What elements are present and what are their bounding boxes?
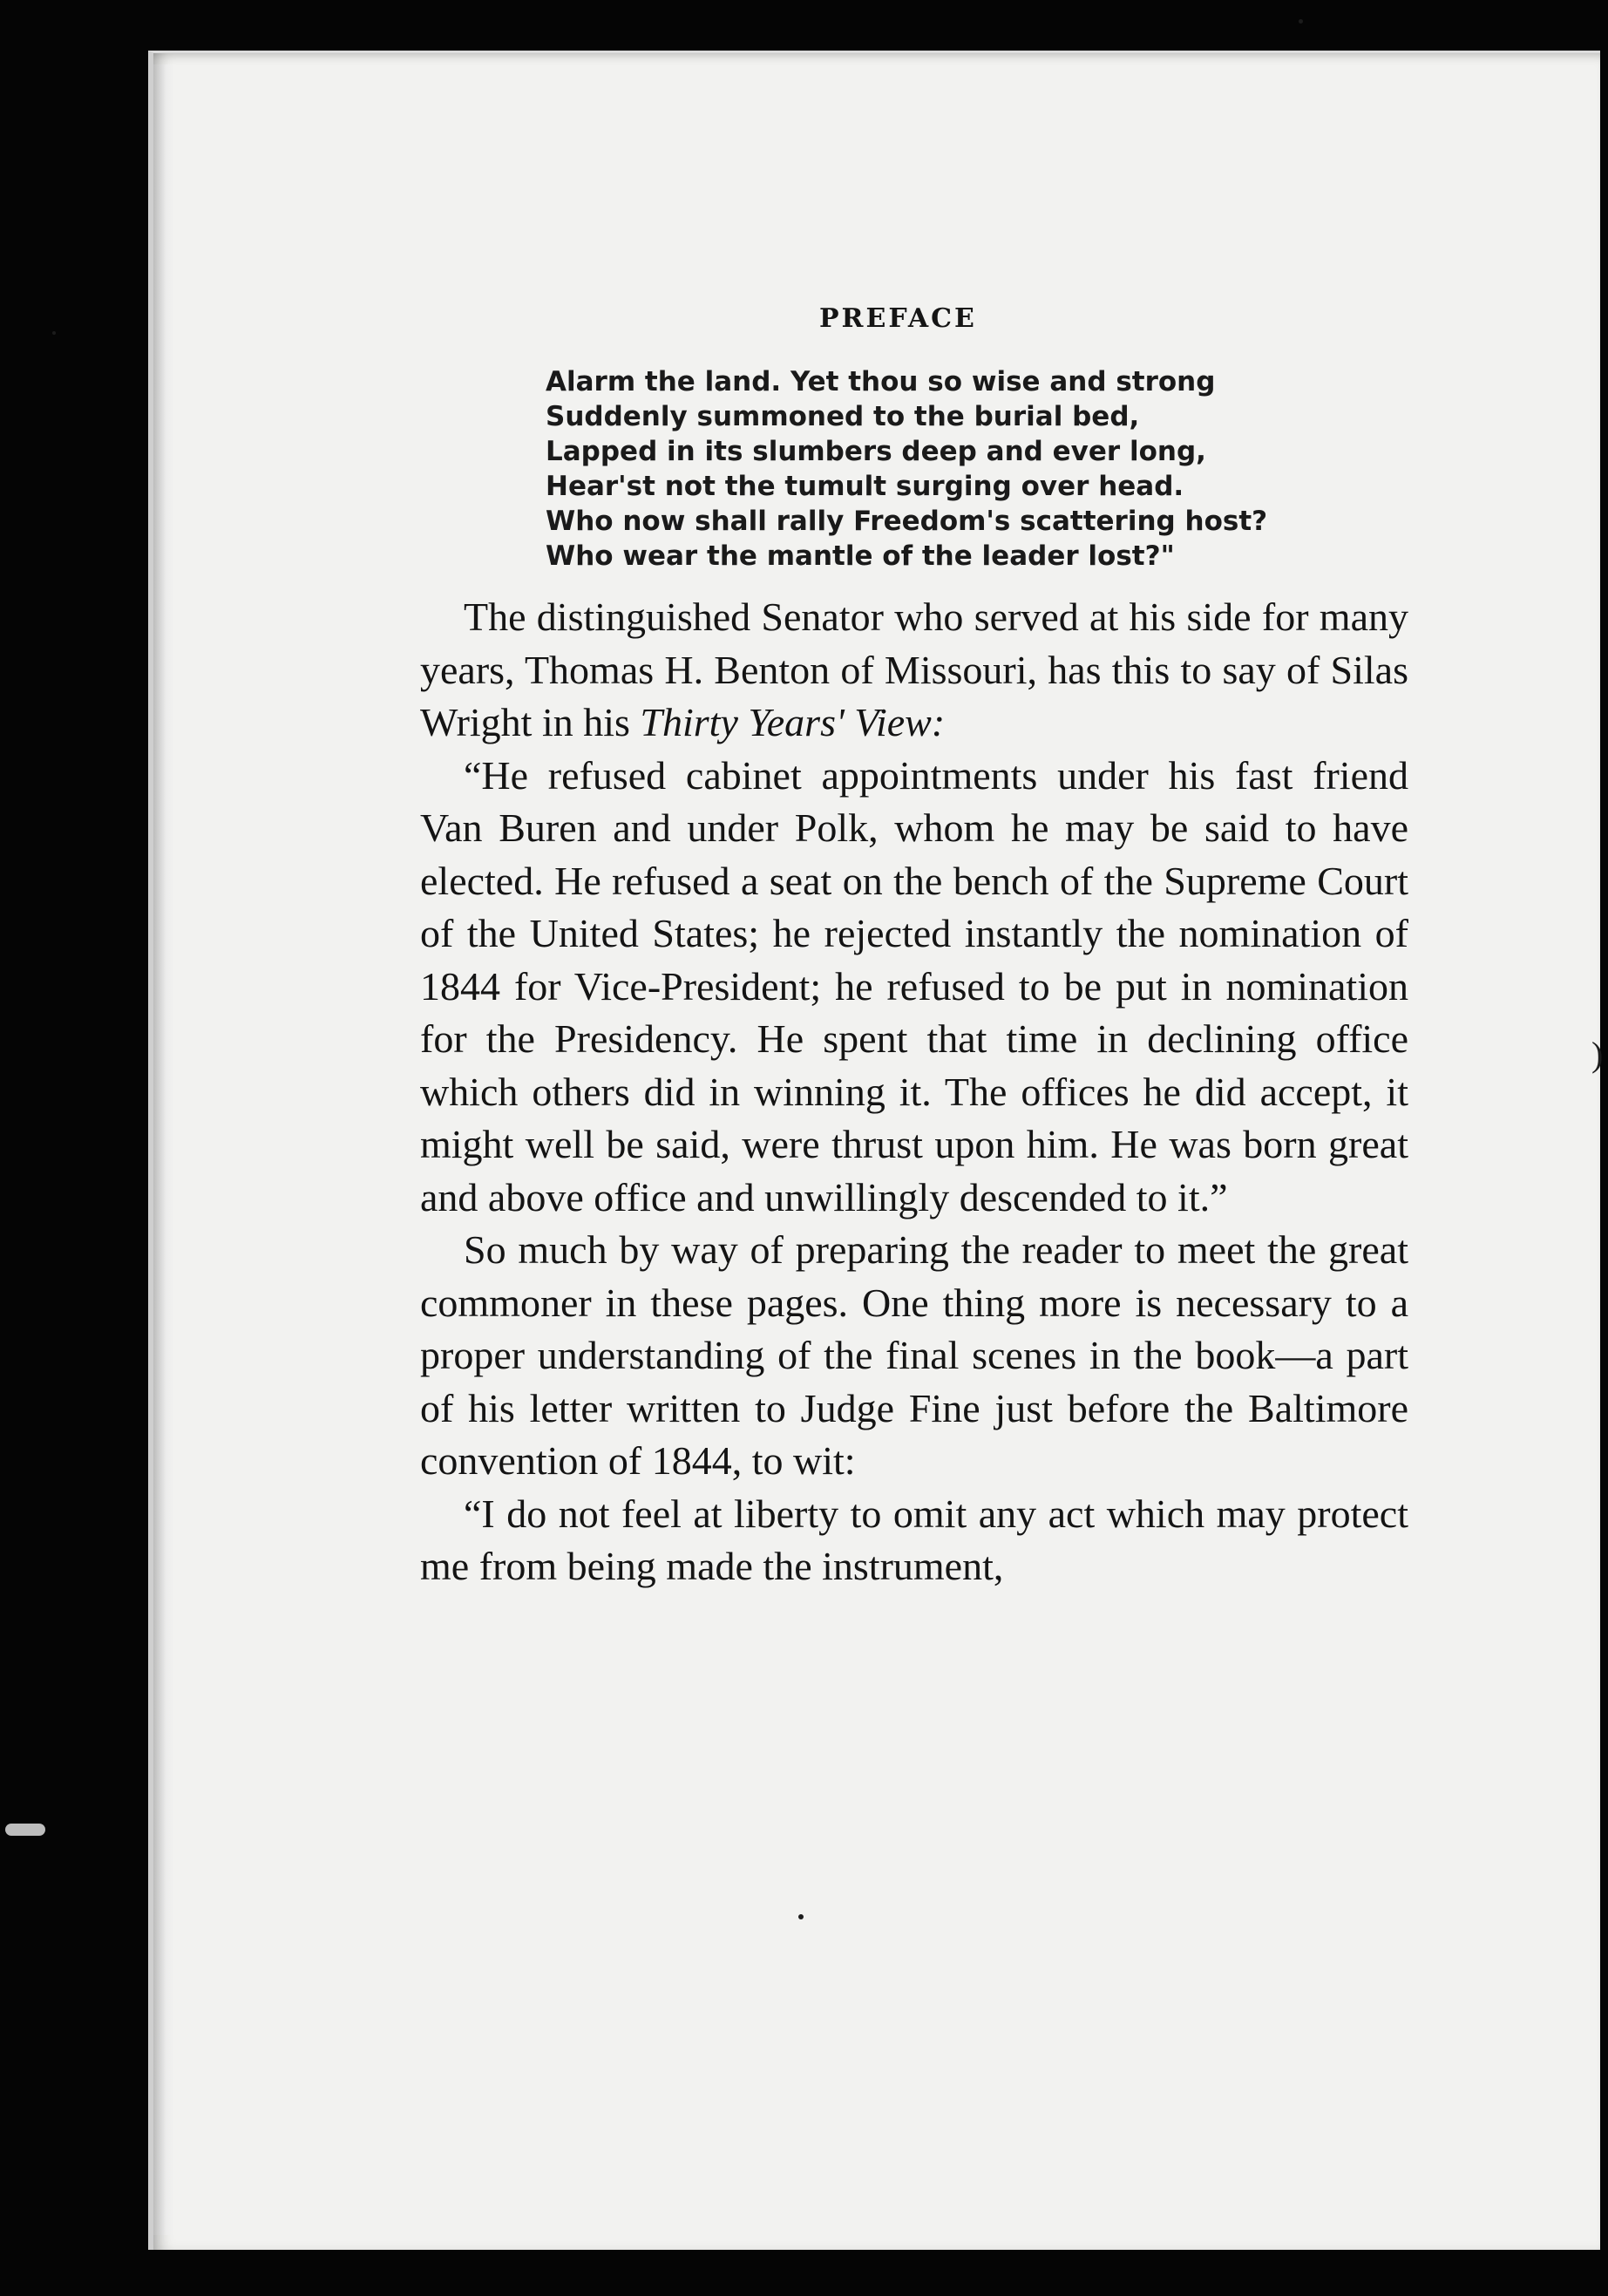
verse-line: Who now shall rally Freedom's scattering host? xyxy=(546,506,1268,537)
verse-line: Suddenly summoned to the burial bed, xyxy=(546,401,1140,432)
paragraph-letter-quote: “I do not feel at liberty to omit any act which may protect me from being made the instrument, xyxy=(420,1491,1408,1588)
verse-stanza xyxy=(546,364,1313,574)
ink-speck xyxy=(798,1914,804,1919)
paragraph-text: The distinguished Senator who served at his side for many years, Thomas H. Benton of Missouri, has this to say of Silas Wright in his xyxy=(420,594,1408,744)
verse-line: Hear'st not the tumult surging over head. xyxy=(546,471,1184,502)
verse-line: Alarm the land. Yet thou so wise and strong xyxy=(546,366,1216,397)
running-head: PREFACE xyxy=(819,303,977,334)
book-title: Thirty Years' View: xyxy=(640,700,946,744)
paragraph-preparing-reader: So much by way of preparing the reader to meet the great commoner in these pages. One thing more is necessary to a proper understanding of the final scenes in the book—a part of his letter written to Judge Fine just before the Baltimore convention of 1844, to wit: xyxy=(420,1227,1408,1483)
body-text xyxy=(420,591,1408,1593)
page-gutter-edge xyxy=(153,65,174,2235)
scan-blot xyxy=(5,1824,45,1836)
margin-mark: ) xyxy=(1591,1035,1604,1074)
ink-speck xyxy=(1299,19,1303,24)
ink-speck xyxy=(52,331,56,335)
paragraph-benton-intro xyxy=(420,591,1408,750)
paragraph-benton-quote: “He refused cabinet appointments under his fast friend Van Buren and under Polk, whom he may be said to have elected. He refused a seat on the bench of the Supreme Court of the United States; he rejected instantly the nomination of 1844 for Vice-President; he refused to be put in nomination for the Presidency. He spent that time in declining office which others did in winning it. The offices he did accept, it might well be said, were thrust upon him. He was born great and above office and unwillingly descended to it.” xyxy=(420,752,1408,1219)
verse-line: Who wear the mantle of the leader lost?" xyxy=(546,540,1175,572)
verse-line: Lapped in its slumbers deep and ever long, xyxy=(546,436,1206,467)
